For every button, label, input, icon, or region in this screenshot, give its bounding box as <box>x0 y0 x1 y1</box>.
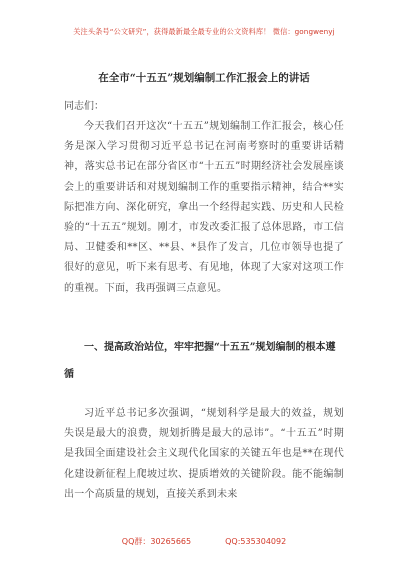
header-banner: 关注头条号“公文研究”，获得最新最全最专业的公文资料库！ 微信：gongwenyj <box>73 27 335 36</box>
footer-contact <box>0 536 408 547</box>
footer-qq-group: QQ群：30265665 <box>121 537 192 546</box>
section-heading-1: 一、提高政治站位，牢牢把握“十五五”规划编制的根本遵循 <box>64 342 336 380</box>
page-title: 在全市“十五五”规划编制工作汇报会上的讲话 <box>98 72 310 84</box>
body-paragraph-1: 今天我们召开这次“十五五”规划编制工作汇报会，核心任务是深入学习贯彻习近平总书记在河南考察时的重要讲话精神，落实总书记在部分省区市“十五五”时期经济社会发展座谈会上的重要讲话和对规划编制工作的重要指示精神，结合**实际把准方向、深化研究，拿出一个经得起实践、历史和人民检验的“十五五”规划。刚才，市发改委汇报了总体思路，市工信局、卫健委和**区、**县、*县作了发言，几位市领导也提了很好的意见，听下来有思考、有见地，体现了大家对这项工作的重视。下面，我再强调三点意见。 <box>64 121 344 294</box>
footer-qq: QQ:535304092 <box>225 537 287 546</box>
salutation: 同志们： <box>64 101 104 112</box>
body-paragraph-2: 习近平总书记多次强调，“规划科学是最大的效益，规划失误是最大的浪费，规划折腾是最大的忌讳”。“十五五”时期是我国全面建设社会主义现代化国家的关键五年也是**在现代化建设新征程上爬坡过坎、提质增效的关键阶段。能不能编制出一个高质量的规划，直接关系到未来 <box>64 408 344 500</box>
